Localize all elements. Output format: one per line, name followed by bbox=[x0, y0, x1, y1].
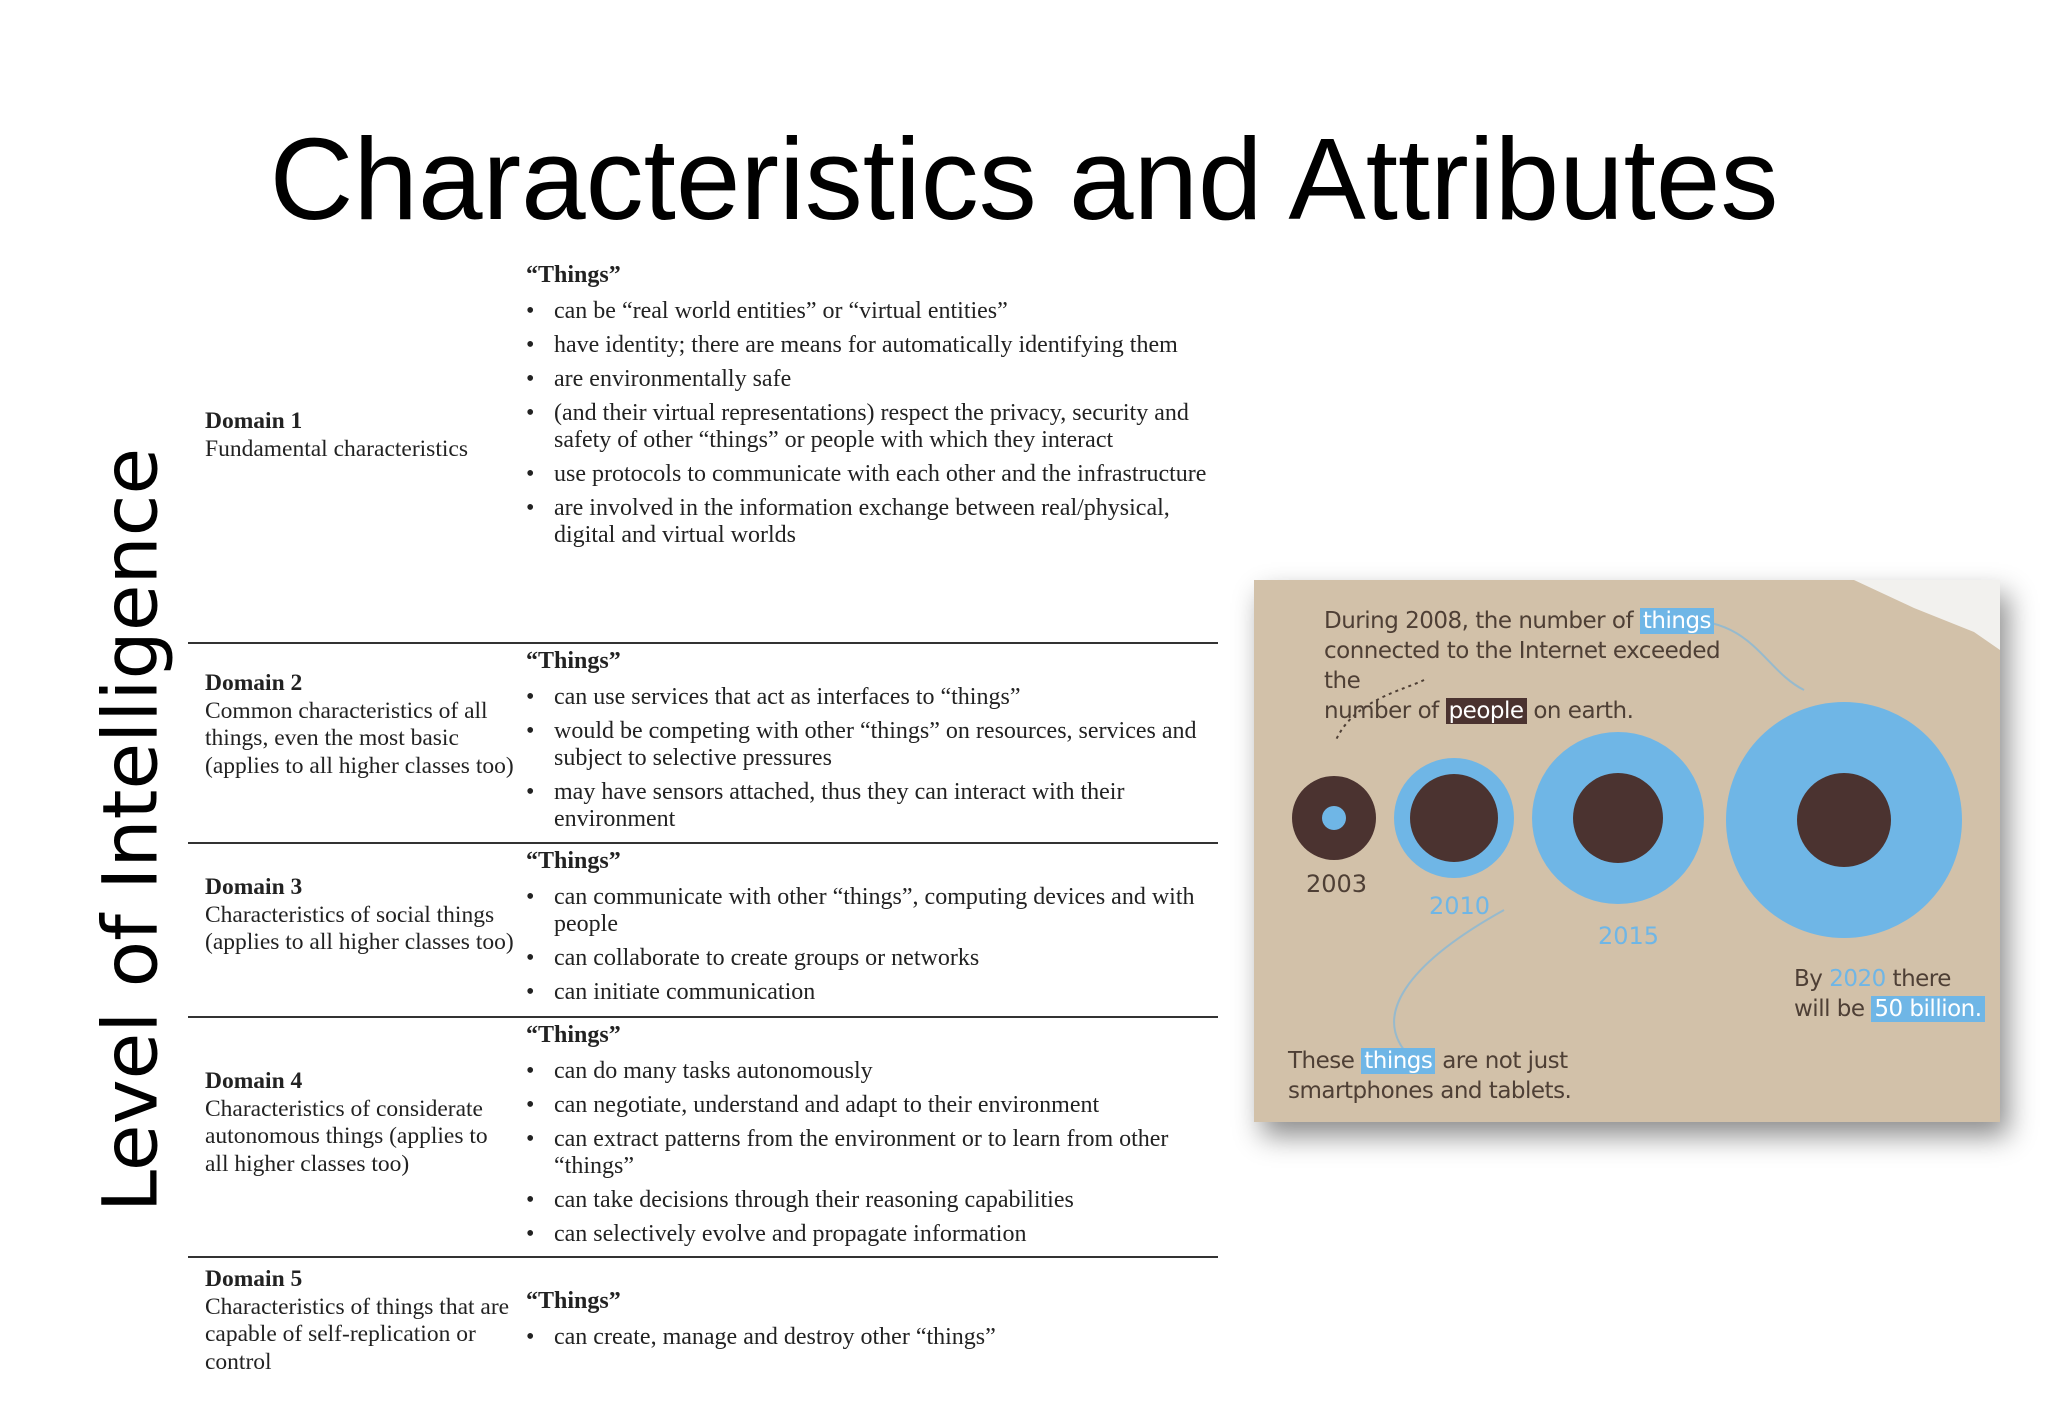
things-heading: “Things” bbox=[526, 1022, 621, 1048]
list-item: • can be “real world entities” or “virtual entities” bbox=[526, 298, 1008, 324]
things-heading: “Things” bbox=[526, 1288, 621, 1314]
year-label-2010: 2010 bbox=[1429, 892, 1491, 920]
highlight-2020: 2020 bbox=[1829, 966, 1886, 992]
domain-row bbox=[188, 844, 1218, 1018]
circle-2010-inner bbox=[1410, 774, 1498, 862]
domain-description: Characteristics of considerate autonomous things (applies to all higher classes too) bbox=[205, 1095, 488, 1177]
list-item: • can collaborate to create groups or networks bbox=[526, 945, 980, 971]
things-list bbox=[526, 258, 1216, 556]
list-item: • are environmentally safe bbox=[526, 366, 792, 392]
year-label-2015: 2015 bbox=[1598, 922, 1660, 950]
domain-label bbox=[205, 670, 515, 780]
connector-line bbox=[1394, 910, 1504, 1050]
highlight-things: things bbox=[1361, 1048, 1435, 1074]
domain-row bbox=[188, 258, 1218, 644]
list-item: • can communicate with other “things”, computing devices and with people bbox=[526, 884, 1195, 937]
side-axis-label: Level of Intelligence bbox=[85, 447, 175, 1213]
infographic-2020-text: By 2020 there will be 50 billion. bbox=[1794, 964, 1994, 1024]
year-label-2003: 2003 bbox=[1306, 870, 1368, 898]
iot-growth-infographic bbox=[1254, 580, 2000, 1122]
domain-label bbox=[205, 1068, 515, 1178]
domain-description: Characteristics of social things (applies to all higher classes too) bbox=[205, 901, 514, 955]
domain-name: Domain 5 bbox=[205, 1266, 303, 1292]
slide-title: Characteristics and Attributes bbox=[269, 114, 1779, 244]
list-item: • have identity; there are means for automatically identifying them bbox=[526, 332, 1178, 358]
circle-2020-inner bbox=[1797, 773, 1891, 867]
domain-name: Domain 1 bbox=[205, 408, 303, 434]
domain-name: Domain 4 bbox=[205, 1068, 303, 1094]
list-item: • use protocols to communicate with each other and the infrastructure bbox=[526, 461, 1207, 487]
highlight-things: things bbox=[1640, 608, 1714, 634]
list-item: • can extract patterns from the environment or to learn from other “things” bbox=[526, 1126, 1169, 1179]
domain-name: Domain 3 bbox=[205, 874, 303, 900]
domain-row bbox=[188, 1018, 1218, 1258]
list-item: • can use services that act as interfaces to “things” bbox=[526, 684, 1021, 710]
things-list bbox=[526, 644, 1216, 840]
list-item: • can create, manage and destroy other “things” bbox=[526, 1324, 996, 1350]
circle-2003-inner bbox=[1322, 806, 1346, 830]
domain-row bbox=[188, 644, 1218, 844]
things-list bbox=[526, 1284, 1216, 1358]
list-item: • may have sensors attached, thus they can interact with their environment bbox=[526, 779, 1125, 832]
infographic-top-text: During 2008, the number of things connected to the Internet exceeded the number of people on earth. bbox=[1324, 608, 1721, 724]
list-item: • (and their virtual representations) respect the privacy, security and safety of other “things” or people with which they interact bbox=[526, 400, 1189, 453]
things-heading: “Things” bbox=[526, 848, 621, 874]
list-item: • are involved in the information exchange between real/physical, digital and virtual worlds bbox=[526, 495, 1170, 548]
domain-label bbox=[205, 874, 515, 957]
domain-label bbox=[205, 1266, 515, 1376]
things-heading: “Things” bbox=[526, 262, 621, 288]
things-heading: “Things” bbox=[526, 648, 621, 674]
highlight-50-billion: 50 billion. bbox=[1871, 996, 1984, 1022]
list-item: • can initiate communication bbox=[526, 979, 816, 1005]
domain-name: Domain 2 bbox=[205, 670, 303, 696]
list-item: • can do many tasks autonomously bbox=[526, 1058, 873, 1084]
domain-description: Common characteristics of all things, even the most basic (applies to all higher classes too) bbox=[205, 697, 514, 779]
highlight-people: people bbox=[1446, 698, 1527, 724]
list-item: • can selectively evolve and propagate information bbox=[526, 1221, 1027, 1247]
infographic-bottom-text: These things are not just smartphones and tablets. bbox=[1288, 1048, 1572, 1104]
list-item: • can take decisions through their reasoning capabilities bbox=[526, 1187, 1074, 1213]
domain-description: Characteristics of things that are capable of self-replication or control bbox=[205, 1293, 510, 1375]
circle-2015-inner bbox=[1573, 773, 1663, 863]
things-list bbox=[526, 844, 1216, 1013]
domain-label bbox=[205, 408, 515, 463]
torn-paper-corner bbox=[1854, 580, 2000, 650]
list-item: • would be competing with other “things” on resources, services and subject to selective pressures bbox=[526, 718, 1197, 771]
list-item: • can negotiate, understand and adapt to their environment bbox=[526, 1092, 1100, 1118]
domain-description: Fundamental characteristics bbox=[205, 435, 468, 462]
domain-row bbox=[188, 1258, 1218, 1388]
things-list bbox=[526, 1018, 1216, 1255]
